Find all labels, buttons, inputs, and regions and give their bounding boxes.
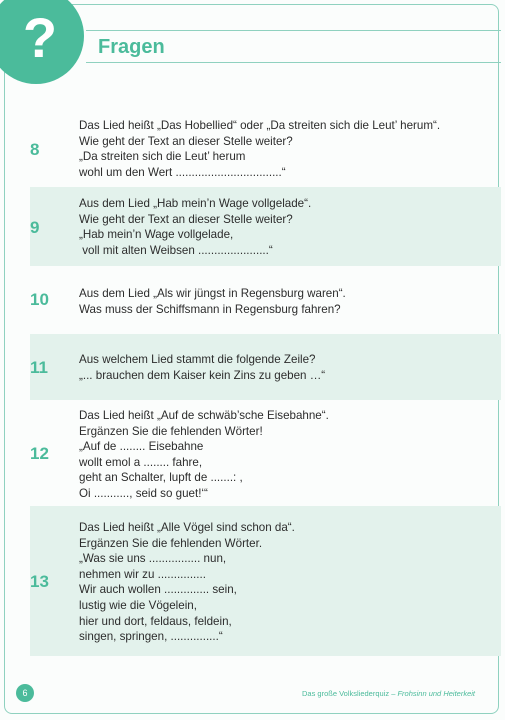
question-line: „Da streiten sich die Leut’ herum — [79, 150, 246, 164]
question-line: Oi ..........., seid so guet!‘“ — [79, 486, 208, 500]
question-line: wohl um den Wert .................................“ — [79, 165, 286, 179]
question-line: Wie geht der Text an dieser Stelle weiter? — [79, 212, 293, 226]
question-number: 12 — [30, 444, 49, 463]
question-line: geht an Schalter, lupft de .......: , — [79, 471, 243, 485]
question-text — [79, 520, 493, 645]
footer-title-subtitle: Frohsinn und Heiterkeit — [397, 689, 475, 698]
question-line: wollt emol a ........ fahre, — [79, 455, 203, 469]
question-line: hier und dort, feldaus, feldein, — [79, 614, 232, 628]
question-line: Wie geht der Text an dieser Stelle weiter? — [79, 134, 293, 148]
question-line: „Auf de ........ Eisebahne — [79, 440, 204, 454]
page-title: Fragen — [98, 36, 165, 58]
question-line: Aus dem Lied „Als wir jüngst in Regensburg waren“. — [79, 287, 346, 300]
question-line: Das Lied heißt „Auf de schwäb’sche Eisebahne“. — [79, 409, 329, 422]
question-text — [79, 408, 493, 502]
question-line: Aus welchem Lied stammt die folgende Zeile? — [79, 353, 316, 366]
question-number: 8 — [30, 140, 40, 159]
question-number: 13 — [30, 572, 49, 591]
question-line: voll mit alten Weibsen ......................“ — [79, 243, 273, 257]
question-line: „Was sie uns ................ nun, — [79, 552, 227, 566]
question-row — [30, 187, 501, 266]
question-row — [30, 402, 501, 504]
header-rule-bottom — [86, 62, 501, 63]
question-number: 10 — [30, 290, 49, 309]
question-line: Aus dem Lied „Hab mein’n Wage vollgelade“. — [79, 197, 312, 210]
footer-book-title — [302, 689, 475, 698]
question-line: „... brauchen dem Kaiser kein Zins zu geben …“ — [79, 368, 326, 382]
question-line: „Hab mein’n Wage vollgelade, — [79, 228, 234, 242]
page-number: 6 — [16, 684, 34, 702]
question-text — [79, 286, 493, 317]
question-line: Das Lied heißt „Das Hobellied“ oder „Da streiten sich die Leut’ herum“. — [79, 119, 441, 132]
question-line: Ergänzen Sie die fehlenden Wörter. — [79, 536, 263, 550]
question-line: Was muss der Schiffsmann in Regensburg fahren? — [79, 302, 341, 316]
question-row — [30, 112, 501, 184]
question-line: Das Lied heißt „Alle Vögel sind schon da“. — [79, 521, 295, 534]
question-number: 11 — [30, 358, 48, 377]
question-row — [30, 334, 501, 400]
question-mark-glyph: ? — [22, 6, 58, 69]
question-text — [79, 196, 493, 258]
header-rule-top — [86, 30, 501, 31]
question-line: Wir auch wollen .............. sein, — [79, 583, 237, 597]
question-line: nehmen wir zu ............... — [79, 567, 206, 581]
question-row — [30, 276, 501, 326]
question-text — [79, 118, 493, 180]
question-line: lustig wie die Vögelein, — [79, 598, 197, 612]
question-line: singen, springen, ...............“ — [79, 630, 223, 644]
question-row — [30, 506, 501, 656]
question-number: 9 — [30, 218, 40, 237]
question-line: Ergänzen Sie die fehlenden Wörter! — [79, 424, 263, 438]
footer-title-main: Das große Volksliederquiz – — [301, 689, 398, 698]
question-text — [79, 352, 493, 383]
